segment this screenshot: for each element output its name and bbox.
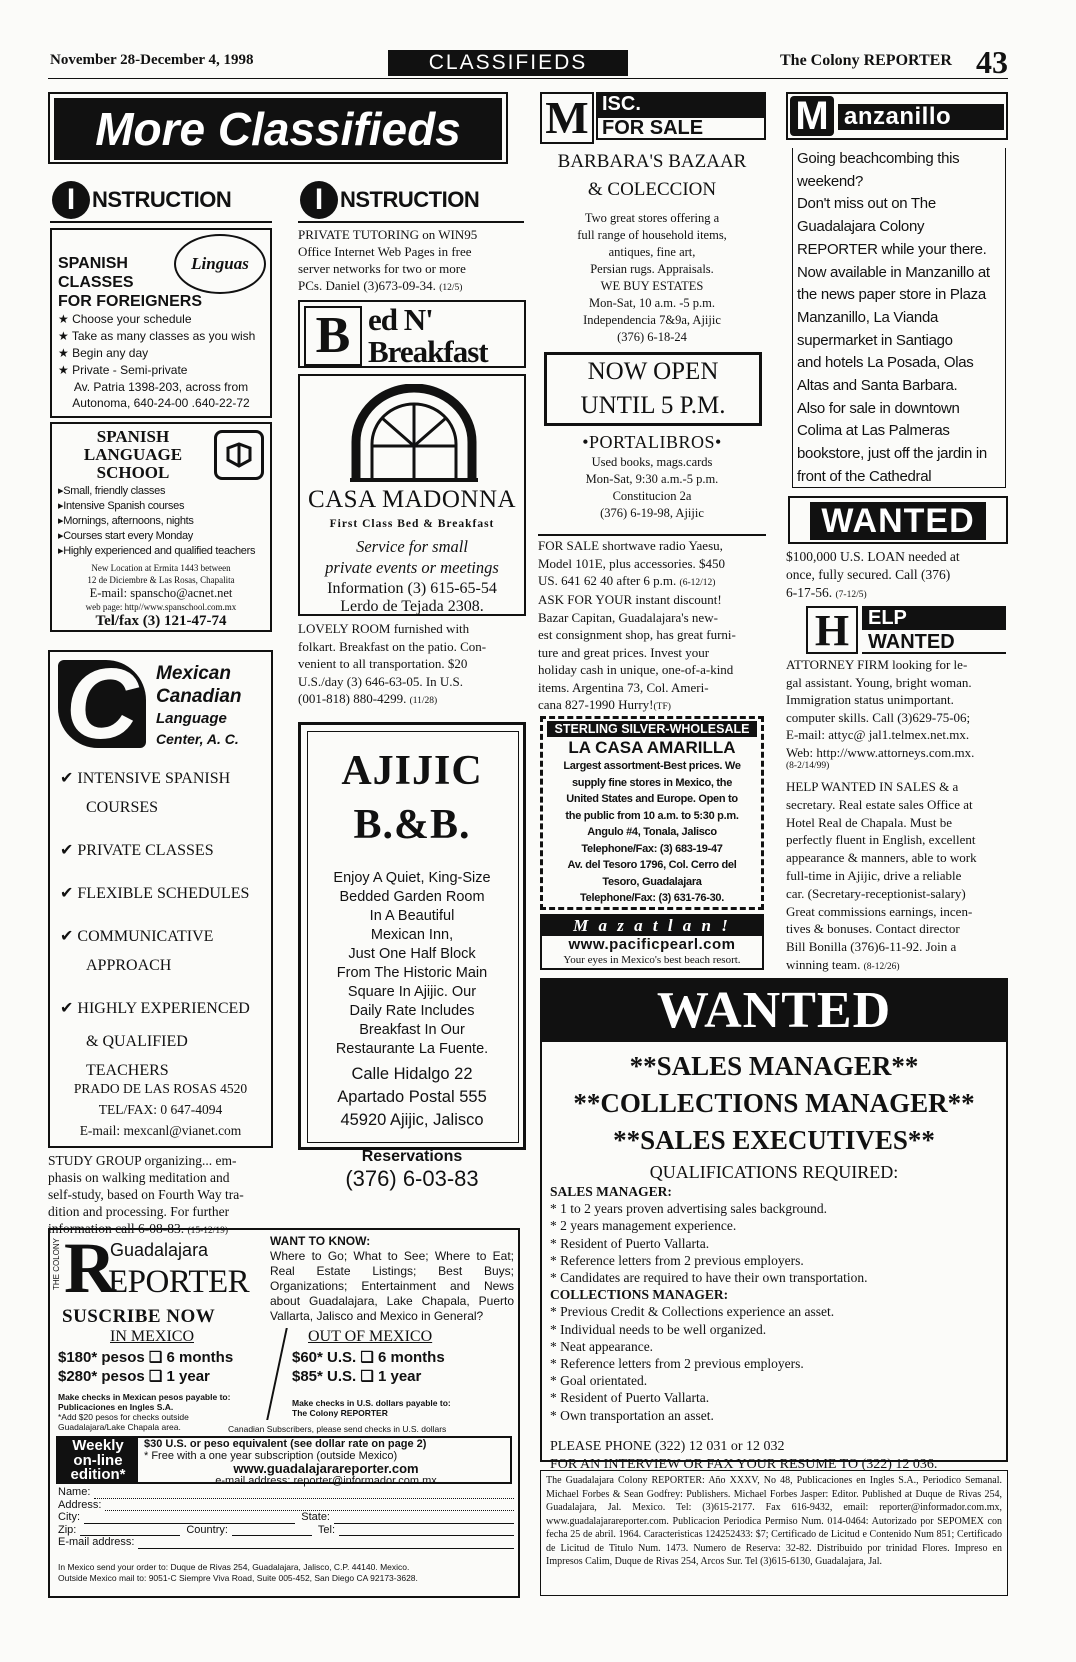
qual-item: * Candidates are required to have their own transportation. [550,1270,868,1286]
madonna-sub: First Class Bed & Breakfast [329,518,495,530]
barbara-body: antiques, fine art, [608,245,696,259]
sales-line: tives & bonuses. Contact director [786,921,960,937]
manz-line: Altas and Santa Barbara. [797,377,958,395]
manz-line: supermarket in Santiago [797,331,953,349]
qual-item: * Neat appearance. [550,1338,654,1354]
manz-line: Also for sale in downtown [797,399,960,417]
mx-price[interactable]: $180* pesos ❑ 6 months [58,1349,234,1366]
manz-line: Guadalajara Colony [797,218,925,236]
sls-item: ▸Intensive Spanish courses [58,500,185,512]
bazar-line: ASK FOR YOUR instant discount! [538,592,722,607]
mcl-item: ✔ HIGHLY EXPERIENCED [60,1000,250,1017]
qual-item: * 1 to 2 years proven advertising sales background. [550,1201,828,1217]
tutoring-line: Office Internet Web Pages in free [298,244,472,259]
ajijic-body: Enjoy A Quiet, King-Size [333,870,491,886]
portal-body: Used books, mags.cards [591,455,713,469]
mcl-item: ✔ INTENSIVE SPANISH [60,770,231,787]
lovely-line: (001-818) 880-4299. (11/28) [298,691,438,706]
sls-item: ▸Mornings, afternoons, nights [58,515,194,527]
study-group-ad [48,1152,278,1237]
mx-checks: Publicaciones en Ingles S.A. [58,1402,174,1412]
sales-line: Bill Bonilla (376)6-11-92. Join a [786,939,957,955]
amarilla-body: the public from 10 a.m. to 5:30 p.m. [565,809,739,822]
want-head: WANT TO KNOW: [270,1234,371,1248]
lovely-line: folkart. Breakfast on the patio. Con- [298,638,487,654]
portal-body: Mon-Sat, 9:30 a.m.-5 p.m. [585,472,719,486]
sales-line: perfectly fluent in English, excellent [786,832,976,848]
sls-title-2: LANGUAGE [83,445,183,464]
loan-line: $100,000 U.S. LOAN needed at [786,549,960,564]
attorney-line: Web: http://www.attorneys.com.mx. [786,744,975,760]
radio-line: US. 641 62 40 after 6 p.m. (6-12/12) [538,573,716,588]
bazar-line: ture and great prices. Invest your [538,644,710,660]
portal-body: (376) 6-19-98, Ajijic [600,506,704,520]
help-top: ELP [862,606,1006,630]
linguas-address-1: Av. Patria 1398-203, across from [73,380,249,394]
amarilla-body: Tesoro, Guadalajara [602,875,702,888]
qual-item: * Reference letters from 2 previous employers. [550,1356,804,1372]
zip-field[interactable] [80,1524,180,1537]
radio-line: Model 101E, plus accessories. $450 [538,555,726,571]
us-price[interactable]: $60* U.S. ❑ 6 months [292,1349,445,1366]
help-bottom: WANTED [862,630,1006,654]
bnb-letter: B [304,306,362,366]
study-line: dition and processing. For further [48,1204,230,1219]
now-open-2: UNTIL 5 P.M. [580,392,726,419]
divider [50,221,272,223]
mcl-address: PRADO DE LAS ROSAS 4520 [73,1081,248,1096]
mazatlan-tag: Your eyes in Mexico's best beach resort. [563,954,741,966]
amarilla-body: supply fine stores in Mexico, the [571,776,733,789]
sls-item: ▸Highly experienced and qualified teachers [58,545,256,557]
tutoring-line: PRIVATE TUTORING on WIN95 [298,227,478,242]
out-mexico: OUT OF MEXICO [308,1328,433,1345]
form-row: Name: [58,1486,514,1499]
amarilla-body: United States and Europe. Open to [566,793,738,805]
bnb-line-2: Breakfast [368,334,488,369]
sales-line: Great commissions earnings, incen- [786,903,973,919]
school-icon [214,430,264,480]
sales-line: winning team. (8-12/26) [786,956,900,972]
attorney-line: ATTORNEY FIRM looking for le- [786,657,968,672]
portal-body: Constitucion 2a [612,489,692,503]
bazar-line: est consignment shop, has great furni- [538,627,736,642]
manzanillo-heading [786,92,1008,140]
attorney-line: gal assistant. Young, bright woman. [786,674,972,690]
masthead: The Guadalajara Colony REPORTER: Año XXXV, No 48, Publicaciones en Ingles S.A., Periodico Semanal. Michael Forbes & Sean Godfrey: Publishers. Michael Forbes Jasper: Editor. Published at Duque de Rivas 254, Guadalajara, Jal. Mexico. Tel: (3)615-2177. Fax 616-9432, email: reporter@informador.com.mx, www.guadalajarareporter.com. Publicacion Periodica Permiso Num. 014-0464: Autorizado por SEPOMEX con fecha 25 de abril. 1964. Caracteristicas 124252433: $7; Certificado de Licitud e Contenido Num 851; Certificado de Licitud de Titulo Num. 1473. Numero de Reserva: 32-82. Distribuido por trinidad Flores. Impreso en Impresos Calim, Duque de Rivas 254, Arcos Sur. Tel (3)615-6130, Guadalajara, Jal. [540,1470,1008,1596]
bazar-line: Bazar Capitan, Guadalajara's new- [538,609,718,625]
weekly-text: $30 U.S. or peso equivalent (see dollar rate on page 2) [144,1438,427,1450]
amarilla-body: Av. del Tesoro 1796, Col. Cerro del [567,859,737,871]
mcl-logo-3: Language [156,710,227,727]
linguas-title-1: SPANISH [58,255,128,272]
ajijic-body: In A Beautiful [369,908,455,924]
bed-n-breakfast-heading [298,300,526,368]
attorney-code: (8-2/14/99) [786,761,830,771]
study-line: information call 6-08-83. (15-12/19) [48,1221,229,1236]
loan-line: once, fully secured. Call (376) [786,567,951,582]
logo-word: Guadalajara [110,1240,209,1260]
manz-line: REPORTER while your there. [797,240,987,258]
mazatlan-ad [540,914,764,970]
qual-item: * Previous Credit & Collections experience an asset. [550,1304,835,1320]
manz-line: Don't miss out on The [797,195,936,213]
amarilla-body: Telephone/Fax: (3) 631-76-30. [580,892,724,904]
barbara-body: full range of household items, [577,228,727,242]
barbara-body: (376) 6-18-24 [617,330,687,344]
divider [538,534,766,536]
canadian-note: Canadian Subscribers, please send checks in U.S. dollars [228,1424,447,1434]
linguas-logo-text: Linguas [191,254,249,273]
barbaras-bazaar-ad [538,148,766,346]
linguas-bullet: ★ Private - Semi-private [58,363,188,377]
bazar-line: cana 827-1990 Hurry!(TF) [538,697,671,712]
ajijic-address: Calle Hidalgo 22 [351,1065,473,1083]
mx-checks: *Add $20 pesos for checks outside [58,1412,189,1422]
sales-line: full-time in Ajijic, drive a reliable [786,867,962,883]
linguas-bullet: ★ Take as many classes as you wish [58,329,256,343]
linguas-ad [50,228,272,418]
reporter-url[interactable]: www.guadalajarareporter.com [233,1461,419,1476]
study-line: phasis on walking meditation and [48,1170,230,1185]
bazar-capitan-ad [538,591,770,714]
big-wanted-ad [540,978,1008,1472]
price-divider [266,1328,288,1420]
amarilla-top: STERLING SILVER-WHOLESALE [547,721,757,737]
sls-item: ▸Courses start every Monday [58,530,193,542]
form-row: E-mail address: [58,1536,514,1549]
mcl-item: ✔ PRIVATE CLASSES [60,842,214,859]
ajijic-bnb-ad [298,722,526,1150]
loan-ad [786,548,1010,602]
la-casa-amarilla-ad [540,716,764,910]
arched-window-icon [346,384,482,482]
lovely-line: LOVELY ROOM furnished with [298,621,470,636]
mazatlan-url: www.pacificpearl.com [568,936,736,953]
attorney-ad [786,656,1012,772]
mcl-logo-1: Mexican [156,663,231,684]
attorney-line: computer skills. Call (3)629-75-06; [786,709,971,725]
ajijic-phone: (376) 6-03-83 [345,1166,479,1191]
sls-email: E-mail: spanscho@acnet.net [89,586,233,600]
weekly-label: edition* [70,1466,126,1483]
mx-price[interactable]: $280* pesos ❑ 1 year [58,1368,210,1385]
mcl-item: ✔ FLEXIBLE SCHEDULES [60,885,250,902]
weekly-text: * Free with a one year subscription (outside Mexico) [144,1450,398,1462]
want-body: Where to Go; What to See; Where to Eat; Real Estate Listings; Best Buys; Organizations; Entertainment and News about Guadalajara, Lake Chapala, Puerto Vallarta, Jalisco and Mexico in General? [270,1249,514,1323]
bnb-line-1: ed N' [368,302,433,337]
manz-line: the news paper store in Plaza [797,286,986,304]
madonna-info-1: Information (3) 615-65-54 [327,580,497,597]
address-field[interactable] [105,1499,514,1512]
sales-line: Hotel Real de Chapala. Must be [786,814,953,830]
barbara-body: Mon-Sat, 10 a.m. -5 p.m. [588,296,716,310]
sales-line: appearance & manners, able to work [786,850,977,866]
ajijic-body: Bedded Garden Room [339,889,485,905]
radio-line: FOR SALE shortwave radio Yaesu, [538,538,723,553]
manz-word: anzanillo [838,104,1004,130]
send-order: In Mexico send your order to: Duque de Rivas 254, Guadalajara, Jalisco, C.P. 44140. Mexico. [58,1562,410,1572]
sls-item: ▸Small, friendly classes [58,485,166,497]
wanted-title: WANTED [810,502,986,540]
instruction-heading [300,178,522,222]
casa-madonna-ad [298,374,526,616]
mcl-email: E-mail: mexcanl@vianet.com [79,1123,242,1138]
wanted-interview: FOR AN INTERVIEW OR FAX YOUR RESUME TO (322) 12 036. [550,1456,938,1472]
mcl-logo-icon: C [58,660,146,748]
manz-line: front of the Cathedral [797,467,932,485]
linguas-bullet: ★ Choose your schedule [58,312,192,326]
mx-checks: Make checks in Mexican pesos payable to: [58,1392,231,1402]
ajijic-body: Breakfast In Our [359,1022,465,1038]
ajijic-body: Square In Ajijic. Our [347,984,477,1000]
portalibros-ad [538,430,766,522]
ajijic-address: 45920 Ajijic, Jalisco [340,1111,484,1129]
attorney-line: E-mail: attyc@ jal1.telmex.net.mx. [786,727,970,742]
barbara-body: WE BUY ESTATES [600,279,704,293]
linguas-title-3: FOR FOREIGNERS [58,293,203,310]
manz-line: Going beachcombing this [797,150,960,167]
email-field[interactable] [138,1536,514,1549]
section-title: CLASSIFIEDS [388,50,628,76]
study-line: STUDY GROUP organizing... em- [48,1153,237,1168]
instruction-word: NSTRUCTION [340,187,480,212]
ajijic-body: Restaurante La Fuente. [335,1041,489,1057]
position: **SALES MANAGER** [629,1051,919,1081]
misc-letter: M [540,92,594,144]
ajijic-subtitle: B.&B. [353,802,471,848]
madonna-line-1: Service for small [356,537,468,556]
now-open-ad [544,352,762,426]
instruction-word: NSTRUCTION [92,187,232,212]
sls-web: web page: http//www.spanschool.com.mx [85,602,237,612]
amarilla-name: LA CASA AMARILLA [568,738,736,757]
divider [298,221,524,223]
help-wanted-heading [806,606,1006,656]
linguas-title-2: CLASSES [58,274,134,291]
sls-location-1: New Location at Ermita 1443 between [91,563,231,573]
weekly-label: on-line [73,1451,123,1469]
linguas-bullet: ★ Begin any day [58,346,149,360]
wanted-heading [788,496,1008,544]
attorney-line: Immigration status unimportant. [786,692,954,707]
bazar-line: holiday cash in unique, one-of-a-kind [538,662,734,677]
logo-letter: R [64,1228,116,1308]
us-price[interactable]: $85* U.S. ❑ 1 year [292,1368,422,1385]
manz-line: Colima at Las Palmeras [797,422,950,440]
barbara-body: Persian rugs. Appraisals. [590,262,714,276]
subscribe-ad [48,1228,520,1598]
sales-line: HELP WANTED IN SALES & a [786,779,959,794]
lovely-line: venient to all transportation. $20 [298,656,468,671]
sales-help-ad [786,778,1012,974]
mcl-tel: TEL/FAX: 0 647-4094 [98,1102,223,1117]
weekly-edition-box [56,1436,512,1487]
position: **COLLECTIONS MANAGER** [573,1088,975,1118]
qual-item: * Resident of Puerto Vallarta. [550,1390,710,1406]
bazar-line: items. Argentina 73, Col. Ameri- [538,679,709,695]
ajijic-body: Mexican Inn, [370,927,454,943]
misc-for-sale-heading [540,92,766,142]
sales-line: car. (Secretary-receptionist-salary) [786,885,966,901]
country-field[interactable] [232,1524,312,1537]
amarilla-body: Largest assortment-Best prices. We [563,760,741,772]
send-order: Outside Mexico mail to: 9051-C Siempre Viva Road, Suite 005-452, San Diego CA 92173-3628. [58,1573,418,1583]
mx-checks: Guadalajara/Lake Chapala area. [58,1422,181,1432]
mcl-item-cont: & QUALIFIED TEACHERS [86,1033,188,1079]
reporter-email[interactable]: e-mail address: reporter@informador.com.mx [215,1475,437,1487]
logo-rest: EPORTER [108,1264,250,1300]
header-rule [48,78,1008,79]
portal-title: •PORTALIBROS• [582,432,722,452]
madonna-name: CASA MADONNA [307,486,517,513]
qual-item: * Goal orientated. [550,1373,648,1389]
sls-location-2: 12 de Diciembre & Las Rosas, Chapalita [87,575,235,585]
madonna-line-2: private events or meetings [325,558,499,577]
now-open-1: NOW OPEN [587,358,719,385]
manz-line: Manzanillo, La Vianda [797,308,939,326]
state-field[interactable] [334,1511,514,1524]
manz-letter: M [790,96,834,136]
logo-side-text: THE COLONY [52,1238,61,1291]
mexican-canadian-ad [48,650,273,1148]
banner-title: More Classifieds [54,98,502,160]
us-checks: Make checks in U.S. dollars payable to: [292,1398,451,1408]
issue-date: November 28-December 4, 1998 [50,52,254,68]
manz-line: weekend? [797,172,863,190]
barbara-title-1: BARBARA'S BAZAAR [557,151,747,172]
spanish-school-ad [50,422,272,632]
form-row: Zip: Country: Tel: [58,1524,514,1537]
suscribe-title: SUSCRIBE NOW [62,1306,216,1327]
in-mexico: IN MEXICO [110,1328,194,1345]
coll-head: COLLECTIONS MANAGER: [550,1287,729,1303]
barbara-body: Two great stores offering a [584,211,720,225]
study-line: self-study, based on Fourth Way tra- [48,1187,244,1202]
instruction-letter: I [300,181,338,219]
qual-item: * Reference letters from 2 previous employers. [550,1252,804,1268]
mcl-item-cont: COURSES [86,799,159,816]
manz-line: bookstore, just off the jardin in [797,445,987,463]
tutoring-line: PCs. Daniel (3)673-09-34. (12/5) [298,278,463,293]
subscription-form [58,1486,514,1549]
amarilla-body: Telephone/Fax: (3) 683-19-47 [581,842,723,855]
ajijic-body: Just One Half Block [348,946,476,962]
form-row: City: State: [58,1511,514,1524]
tutoring-ad [298,226,526,294]
qual-item: * Individual needs to be well organized. [550,1321,767,1337]
qual-item: * 2 years management experience. [550,1218,737,1234]
tutoring-line: server networks for two or more [298,261,466,276]
radio-ad [538,537,770,590]
amarilla-body: Angulo #4, Tonala, Jalisco [587,826,717,838]
loan-line: 6-17-56. (7-12/5) [786,585,867,600]
manzanillo-ad [792,148,1006,488]
lovely-line: U.S./day (3) 646-63-05. In U.S. [298,673,464,689]
weekly-label: Weekly [72,1437,124,1454]
ajijic-reservations: Reservations [361,1148,463,1165]
mcl-logo-2: Canadian [156,686,242,707]
mcl-logo-4: Center, A. C. [156,731,239,747]
qual-title: QUALIFICATIONS REQUIRED: [649,1162,899,1182]
sales-head: SALES MANAGER: [550,1184,672,1199]
barbara-body: Independencia 7&9a, Ajijic [583,313,721,327]
instruction-letter: I [52,181,90,219]
us-checks: The Colony REPORTER [292,1408,388,1418]
ajijic-body: Daily Rate Includes [349,1003,475,1019]
qual-item: * Own transportation an asset. [550,1407,714,1423]
ajijic-title: AJIJIC [341,748,483,794]
mcl-item-cont: APPROACH [86,957,172,974]
tel-field[interactable] [339,1524,514,1537]
ajijic-address: Apartado Postal 555 [337,1088,487,1106]
sales-line: secretary. Real estate sales Office at [786,796,973,812]
manz-line: Now available in Manzanillo at [797,263,990,281]
city-field[interactable] [84,1511,295,1524]
sls-title-1: SPANISH [96,427,170,446]
madonna-info-2: Lerdo de Tejada 2308. [340,598,484,615]
mazatlan-banner: M a z a t l a n ! [542,916,762,936]
page-number: 43 [976,44,1008,80]
linguas-address-2: Autonoma, 640-24-00 .640-22-72 [72,396,250,410]
ajijic-body: From The Historic Main [336,965,488,981]
lovely-room-ad [298,620,526,708]
mcl-item: ✔ COMMUNICATIVE [60,928,214,945]
barbara-title-2: & COLECCION [587,179,717,200]
paper-name: The Colony REPORTER [780,52,952,69]
form-row: Address: [58,1499,514,1512]
sls-tel: Tel/fax (3) 121-47-74 [95,613,227,629]
linguas-logo [174,234,266,294]
manz-line: and hotels La Posada, Olas [797,354,974,372]
instruction-heading [52,178,272,222]
wanted-phone: PLEASE PHONE (322) 12 031 or 12 032 [550,1438,785,1454]
big-wanted-title: WANTED [542,980,1006,1042]
position: **SALES EXECUTIVES** [613,1125,935,1155]
more-classifieds-banner [48,92,508,164]
help-letter: H [806,606,858,654]
misc-top: ISC. [596,92,766,116]
name-field[interactable] [94,1486,514,1499]
sls-title-3: SCHOOL [96,463,170,482]
misc-bottom: FOR SALE [596,116,766,140]
qual-item: * Resident of Puerto Vallarta. [550,1235,710,1251]
